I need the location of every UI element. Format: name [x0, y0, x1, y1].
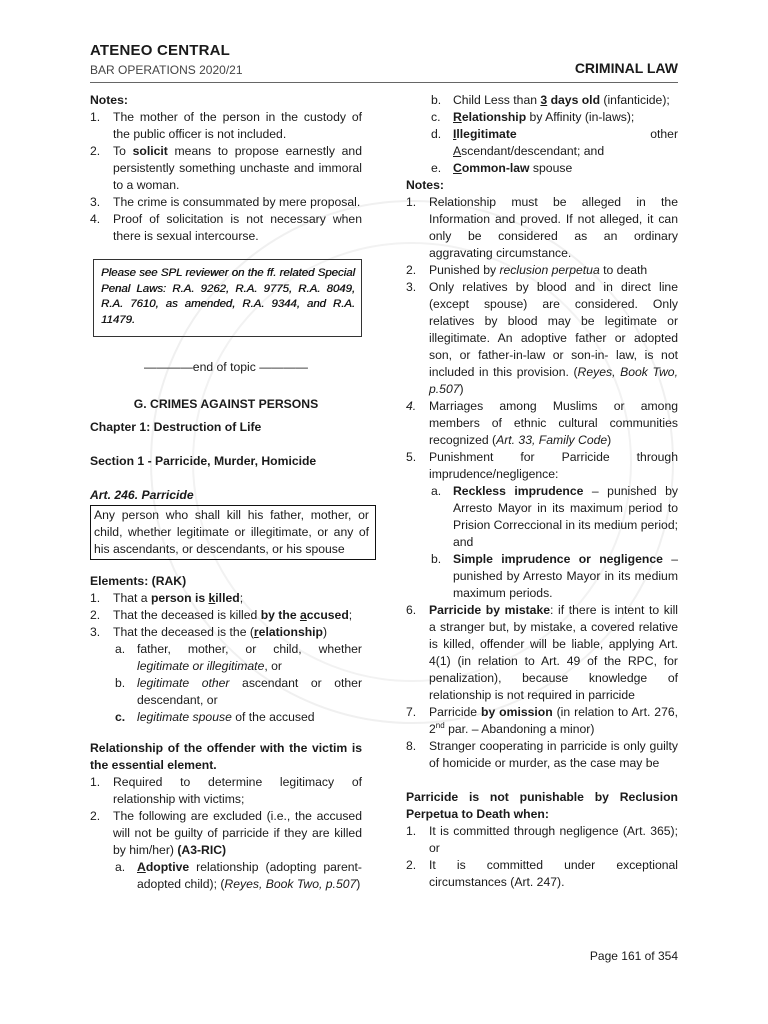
end-of-topic: ————end of topic ———— [144, 360, 308, 374]
list-item: 1. Relationship must be alleged in the Information and proved. If not alleged, it can only be considered as an ordinary aggravating circumstance. [406, 195, 678, 260]
list-item: 2. It is committed under exceptional circumstances (Art. 247). [406, 858, 678, 889]
list-item: 2. That the deceased is killed by the accused; [90, 608, 353, 622]
list-item: 1. It is committed through negligence (Art. 365); or [406, 824, 678, 855]
notes-title: Notes: [90, 93, 128, 107]
left-column [90, 92, 369, 893]
section-heading: G. CRIMES AGAINST PERSONS [133, 397, 319, 411]
list-item: 8. Stranger cooperating in parricide is only guilty of homicide or murder, as the case may be [406, 739, 678, 770]
notes-list [90, 109, 362, 245]
sub-list-item: a. Reckless imprudence – punished by Arresto Mayor in its maximum period to Prision Correccional in its medium period; and [431, 484, 678, 549]
list-item: 2. To solicit means to propose earnestly and persistently something unchaste and immoral to a woman. [90, 144, 362, 192]
article-text-box: Any person who shall kill his father, mother, or child, whether legitimate or illegitimate, or any of his ascendants, or descendants, or his spouse [90, 505, 376, 560]
not-punishable-heading: Parricide is not punishable by Reclusion Perpetua to Death when: [406, 790, 678, 821]
list-item: 4. Marriages among Muslims or among members of ethnic cultural communities recognized (Art. 33, Family Code) [406, 399, 678, 447]
sub-list-item: d. Illegitimate other Ascendant/descendant; and [431, 127, 678, 158]
sub-list-item: c. legitimate spouse of the accused [115, 710, 315, 724]
page-number: Page 161 of 354 [589, 949, 678, 963]
list-item: 7. Parricide by omission (in relation to Art. 276, 2nd par. – Abandoning a minor) [406, 705, 679, 736]
list-item: 1. That a person is killed; [90, 591, 244, 605]
sub-list-item: b. Child Less than 3 days old (infanticide); [431, 93, 670, 107]
header-subject: CRIMINAL LAW [574, 60, 678, 76]
list-item: 1. Required to determine legitimacy of relationship with victims; [90, 775, 362, 806]
list-item: 1. The mother of the person in the custody of the public officer is not included. [90, 110, 362, 141]
article-title: Art. 246. Parricide [90, 488, 194, 502]
list-item: 3. Only relatives by blood and in direct line (except spouse) are considered. Only relatives by blood may be legitimate or illegitimate. An adoptive father or adopted son, or father-in-law or son-in- law, is not included in this provision. (Reyes, Book Two, p.507) [406, 280, 678, 396]
list-item: 2. Punished by reclusion perpetua to death [406, 263, 648, 277]
list-item: 5. Punishment for Parricide through imprudence/negligence: [406, 450, 678, 481]
relationship-heading: Relationship of the offender with the victim is the essential element. [90, 741, 362, 772]
header-org: ATENEO CENTRAL [90, 42, 231, 59]
list-item: 3. The crime is consummated by mere proposal. [90, 195, 361, 209]
chapter-heading: Chapter 1: Destruction of Life [90, 420, 262, 434]
sub-list-item: b. Simple imprudence or negligence – punished by Arresto Mayor in its medium maximum periods. [431, 552, 678, 600]
sub-list-item: e. Common-law spouse [431, 161, 573, 175]
page-header [90, 42, 678, 83]
sub-list-item: a. father, mother, or child, whether legitimate or illegitimate, or [115, 642, 362, 673]
list-item: 4. Proof of solicitation is not necessary when there is sexual intercourse. [90, 212, 362, 243]
right-column [406, 92, 678, 891]
notes-title: Notes: [406, 178, 444, 192]
list-item: 6. Parricide by mistake: if there is intent to kill a stranger but, by mistake, a covered relative is killed, offender will be liable, applying Art. 4(1) (in relation to Art. 49 of the RPC, for penalization), because knowledge of relationship is not required in parricide [406, 603, 678, 702]
header-subtitle: BAR OPERATIONS 2020/21 [90, 63, 243, 77]
spl-reference-box: Please see SPL reviewer on the ff. related Special Penal Laws: R.A. 9262, R.A. 9775, R.A. 8049, R.A. 7610, as amended, R.A. 9344, and R.A. 11479. [93, 259, 362, 337]
list-item: 3. That the deceased is the (relationship) [90, 625, 328, 639]
section-subheading: Section 1 - Parricide, Murder, Homicide [90, 454, 317, 468]
list-item: 2. The following are excluded (i.e., the accused will not be guilty of parricide if they are killed by him/her) (A3-RIC) [90, 809, 362, 857]
sub-list-item: b. legitimate other ascendant or other descendant, or [115, 676, 362, 707]
elements-title: Elements: (RAK) [90, 574, 187, 588]
sub-list-item: a. Adoptive relationship (adopting parent-adopted child); (Reyes, Book Two, p.507) [115, 860, 362, 891]
sub-list-item: c. Relationship by Affinity (in-laws); [431, 110, 635, 124]
